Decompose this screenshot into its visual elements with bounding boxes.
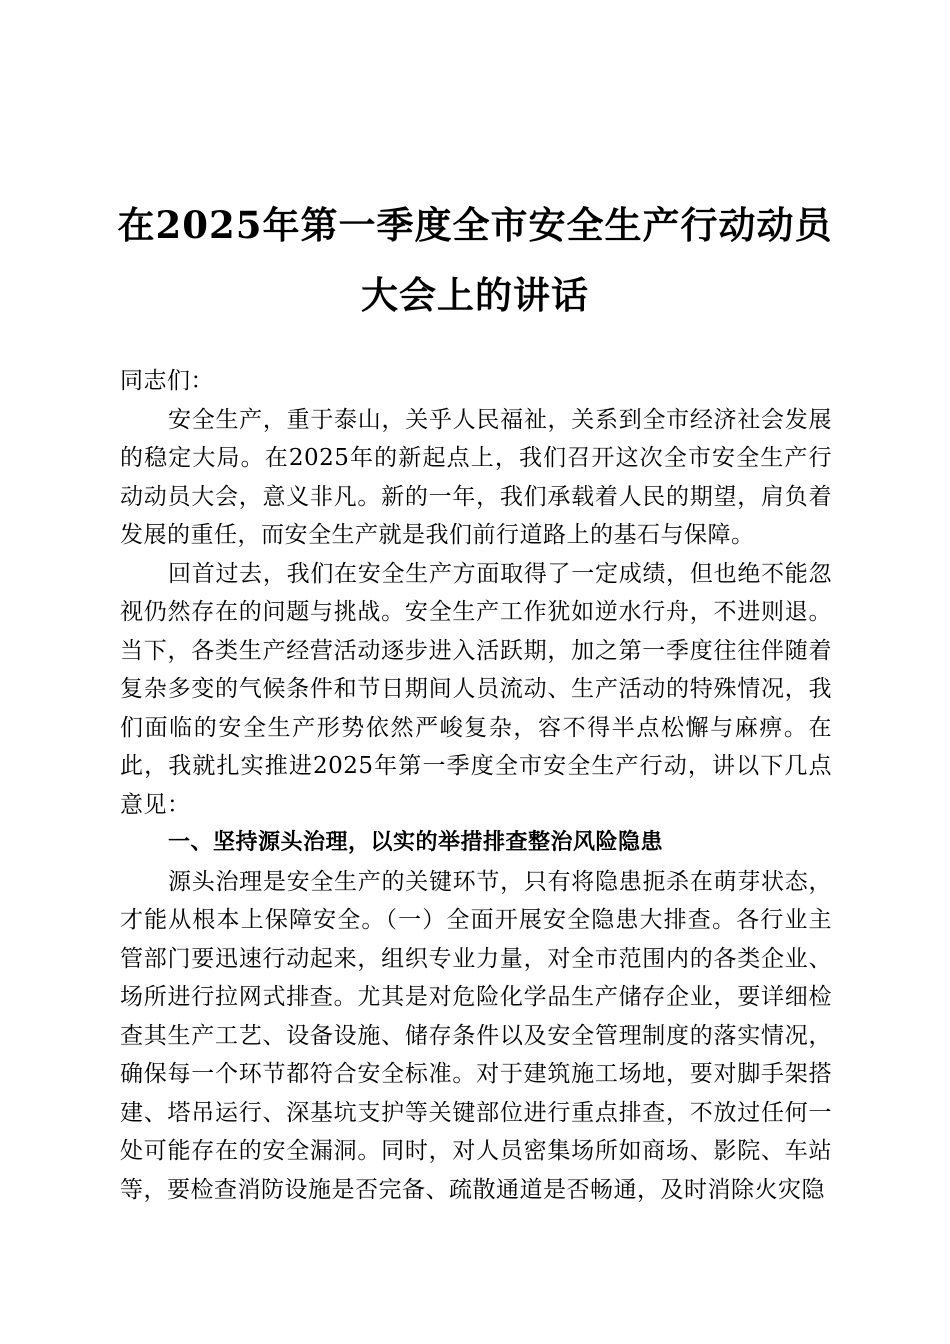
salutation: 同志们： — [120, 368, 214, 394]
paragraph-review: 回首过去，我们在安全生产方面取得了一定成绩，但也绝不能忽视仍然存在的问题与挑战。安全生产工作犹如逆水行舟，不进则退。当下，各类生产经营活动逐步进入活跃期，加之第一季度往往伴随着复杂多变的气候条件和节日期间人员流动、生产活动的特殊情况，我们面临的安全生产形势依然严峻复杂，容不得半点松懈与麻痹。在此，我就扎实推进2025年第一季度全市安全生产行动，讲以下几点意见： — [120, 560, 832, 818]
paragraph-intro: 安全生产，重于泰山，关乎人民福祉，关系到全市经济社会发展的稳定大局。在2025年的新起点上，我们召开这次全市安全生产行动动员大会，意义非凡。新的一年，我们承载着人民的期望，肩负着发展的重任，而安全生产就是我们前行道路上的基石与保障。 — [120, 406, 832, 548]
document-body — [120, 362, 832, 1209]
section-paragraph: 源头治理是安全生产的关键环节，只有将隐患扼杀在萌芽状态，才能从根本上保障安全。（一）全面开展安全隐患大排查。各行业主管部门要迅速行动起来，组织专业力量，对全市范围内的各类企业、场所进行拉网式排查。尤其是对危险化学品生产储存企业，要详细检查其生产工艺、设备设施、储存条件以及安全管理制度的落实情况，确保每一个环节都符合安全标准。对于建筑施工场地，要对脚手架搭建、塔吊运行、深基坑支护等关键部位进行重点排查，不放过任何一处可能存在的安全漏洞。同时，对人员密集场所如商场、影院、车站等，要检查消防设施是否完备、疏散通道是否畅通，及时消除火灾隐 — [120, 868, 832, 1203]
document-title: 在2025年第一季度全市安全生产行动动员大会上的讲话 — [117, 203, 833, 317]
section-heading: 一、坚持源头治理，以实的举措排查整治风险隐患 — [168, 830, 664, 855]
